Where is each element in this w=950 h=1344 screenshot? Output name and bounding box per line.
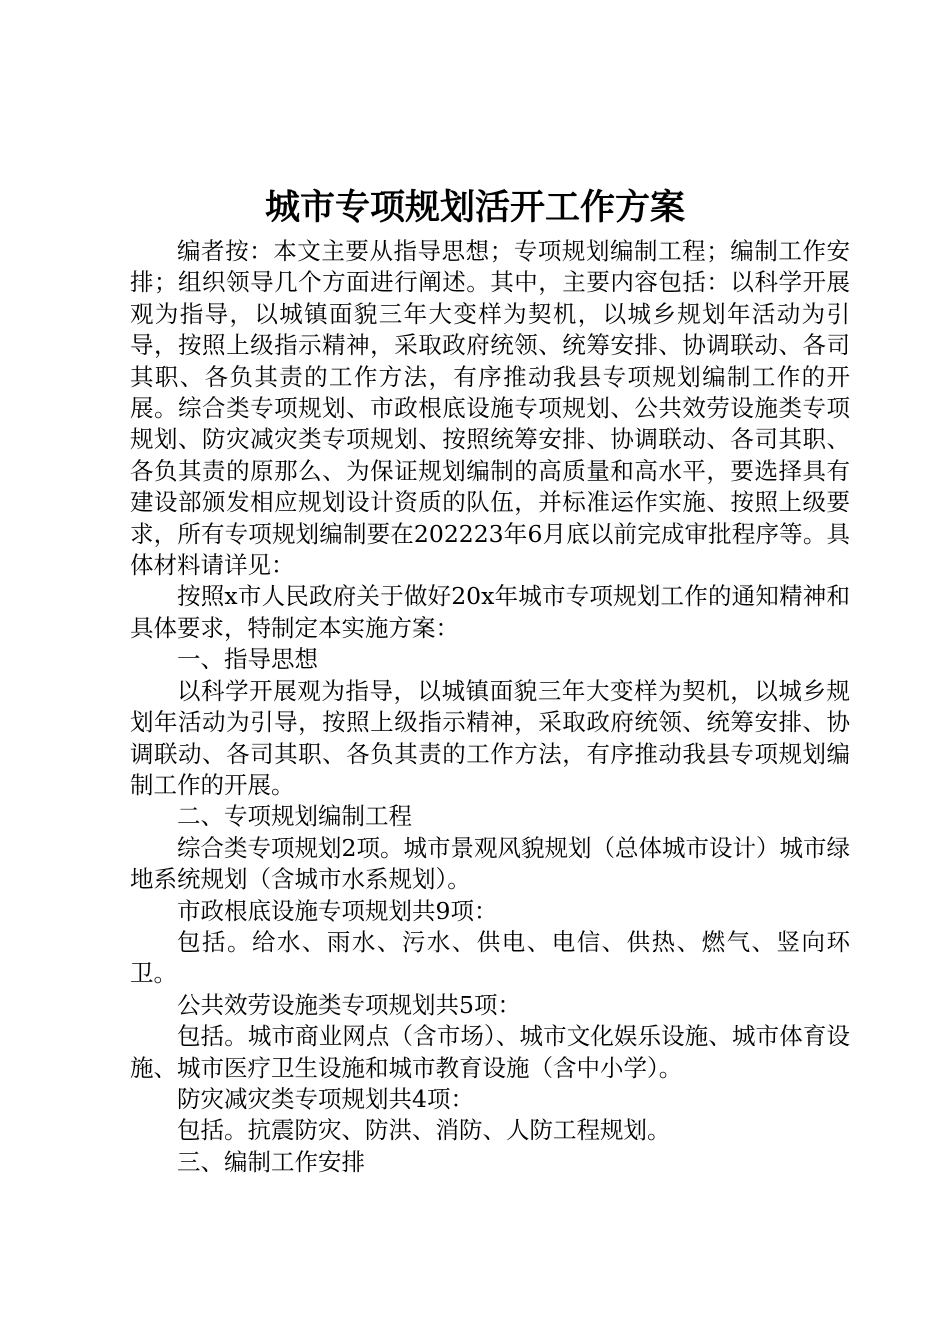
section-heading-planning-projects: 二、专项规划编制工程 bbox=[177, 802, 412, 831]
comprehensive-planning-paragraph: 综合类专项规划2项。城市景观风貌规划（总体城市设计）城市绿地系统规划（含城市水系规划）。 bbox=[130, 833, 850, 894]
editor-note-paragraph: 编者按：本文主要从指导思想；专项规划编制工程；编制工作安排；组织领导几个方面进行阐述。其中，主要内容包括：以科学开展观为指导，以城镇面貌三年大变样为契机，以城乡规划年活动为引导，按照上级指示精神，采取政府统领、统筹安排、协调联动、各司其职、各负其责的工作方法，有序推动我县专项规划编制工作的开展。综合类专项规划、市政根底设施专项规划、公共效劳设施类专项规划、防灾减灾类专项规划、按照统筹安排、协调联动、各司其职、各负其责的原那么、为保证规划编制的高质量和高水平，要选择具有建设部颁发相应规划设计资质的队伍，并标准运作实施、按照上级要求，所有专项规划编制要在202223年6月底以前完成审批程序等。具体材料请详见： bbox=[130, 237, 850, 580]
disaster-prevention-planning-paragraph: 防灾减灾类专项规划共4项： bbox=[177, 1084, 474, 1113]
infrastructure-items-paragraph: 包括。给水、雨水、污水、供电、电信、供热、燃气、竖向环卫。 bbox=[130, 927, 850, 988]
section-heading-work-arrangement: 三、编制工作安排 bbox=[177, 1147, 365, 1176]
public-service-planning-paragraph: 公共效劳设施类专项规划共5项： bbox=[177, 990, 521, 1019]
guiding-ideology-paragraph: 以科学开展观为指导，以城镇面貌三年大变样为契机，以城乡规划年活动为引导，按照上级指示精神，采取政府统领、统筹安排、协调联动、各司其职、各负其责的工作方法，有序推动我县专项规划编制工作的开展。 bbox=[130, 676, 850, 799]
document-body bbox=[130, 236, 850, 1178]
section-heading-guiding-ideology: 一、指导思想 bbox=[177, 645, 318, 674]
disaster-prevention-items-paragraph: 包括。抗震防灾、防洪、消防、人防工程规划。 bbox=[177, 1116, 671, 1145]
public-service-items-paragraph: 包括。城市商业网点（含市场）、城市文化娱乐设施、城市体育设施、城市医疗卫生设施和城市教育设施（含中小学）。 bbox=[130, 1022, 850, 1082]
intro-paragraph: 按照x市人民政府关于做好20x年城市专项规划工作的通知精神和具体要求，特制定本实施方案： bbox=[130, 582, 850, 642]
document-title: 城市专项规划活开工作方案 bbox=[264, 187, 685, 228]
infrastructure-planning-paragraph: 市政根底设施专项规划共9项： bbox=[177, 896, 498, 925]
